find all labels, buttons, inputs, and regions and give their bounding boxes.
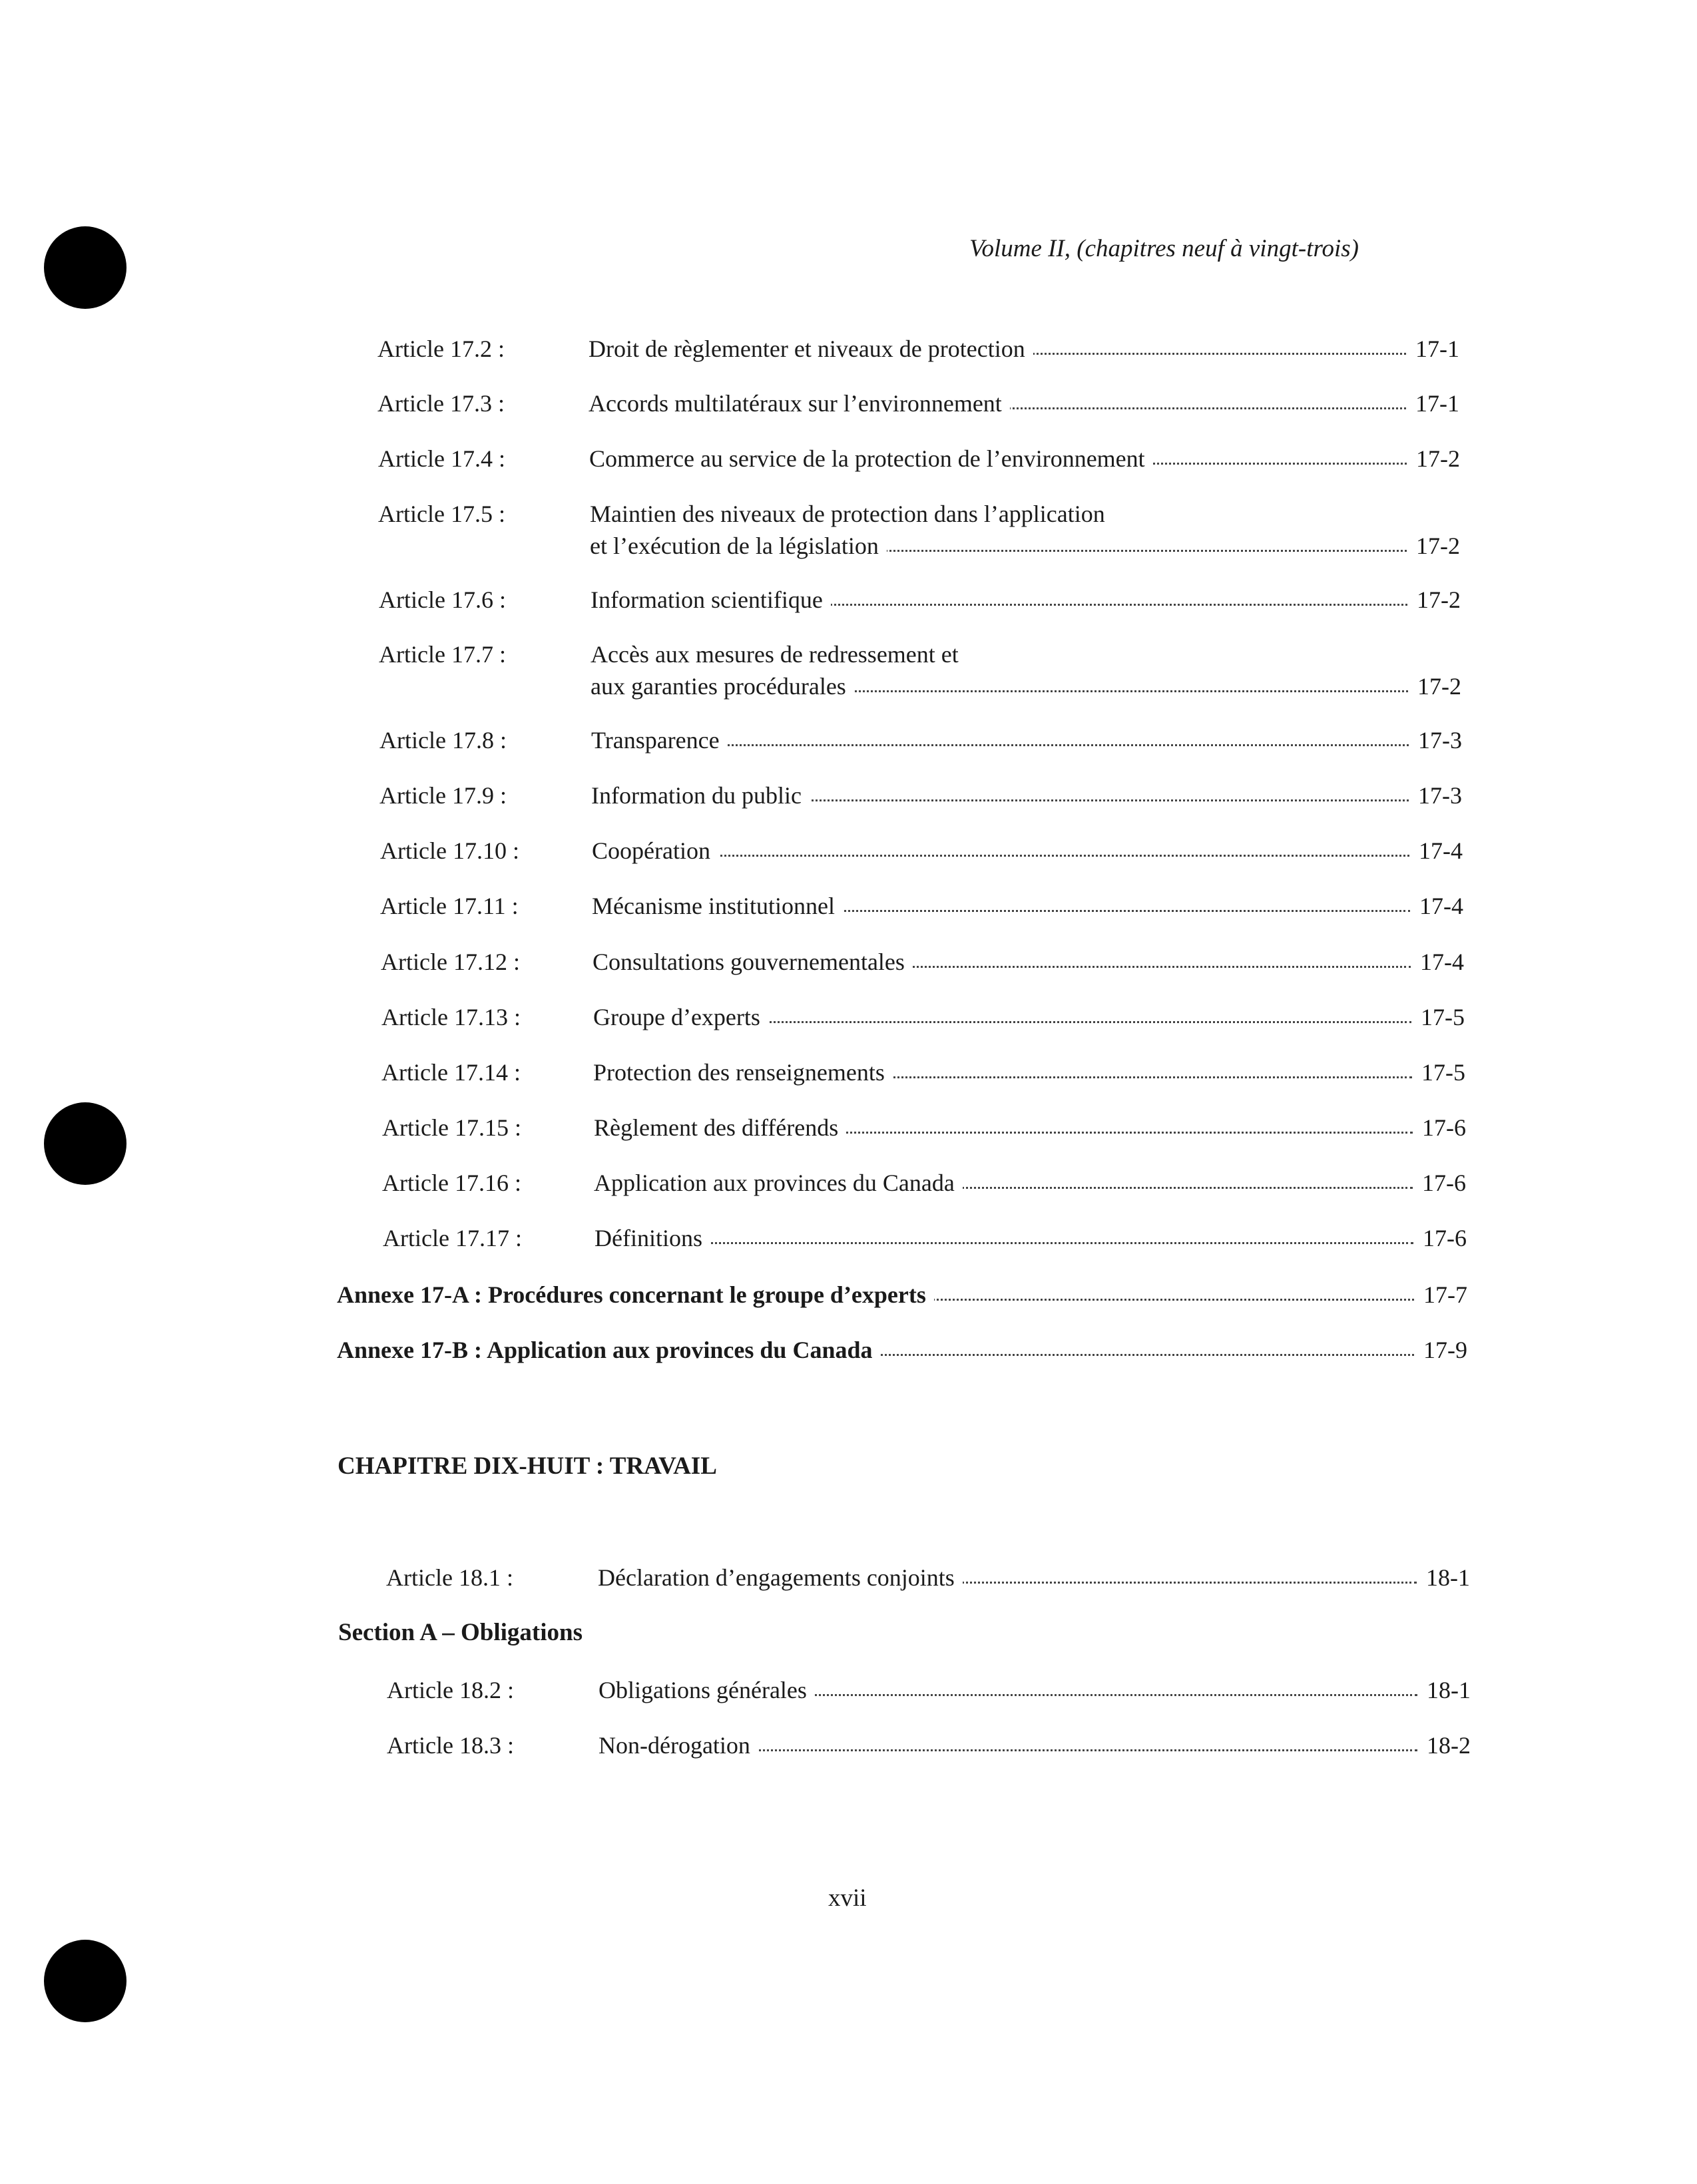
toc-entry-18-1 <box>386 1561 1470 1594</box>
article-title-line-1: Accès aux mesures de redressement et <box>591 641 959 668</box>
page-number: 18-2 <box>1420 1729 1471 1762</box>
toc-entry-17-13 <box>381 1000 1465 1034</box>
binder-hole-bottom <box>44 1940 126 2022</box>
article-number: Article 17.14 : <box>381 1059 521 1086</box>
article-title: Règlement des différends <box>594 1111 846 1144</box>
chapter-heading: CHAPITRE DIX-HUIT : TRAVAIL <box>338 1452 717 1480</box>
article-number: Article 17.8 : <box>379 727 507 754</box>
toc-entry-17-10 <box>380 834 1463 867</box>
page-number: 17-1 <box>1409 387 1459 420</box>
article-title: Protection des renseignements <box>593 1056 893 1089</box>
article-number: Article 18.3 : <box>387 1732 514 1759</box>
toc-entry-17-11 <box>380 889 1463 923</box>
article-title: Déclaration d’engagements conjoints <box>598 1561 963 1594</box>
page-number: 17-6 <box>1416 1221 1467 1255</box>
toc-entry-17-14 <box>381 1056 1465 1089</box>
toc-annex-17-b <box>337 1333 1467 1367</box>
article-title: Transparence <box>591 724 728 757</box>
article-number: Article 18.1 : <box>386 1564 513 1591</box>
article-title: Application aux provinces du Canada <box>594 1166 963 1200</box>
article-title-line-1: Maintien des niveaux de protection dans l’application <box>590 501 1105 527</box>
page-number: 18-1 <box>1419 1561 1470 1594</box>
binder-hole-top <box>44 226 126 309</box>
annex-title: Annexe 17-B : Application aux provinces du Canada <box>337 1333 880 1367</box>
article-title-line-2: et l’exécution de la législation <box>590 529 887 562</box>
page-number: 17-4 <box>1412 834 1463 867</box>
article-title-line-2: aux garanties procédurales <box>591 670 854 703</box>
page-number: 17-2 <box>1409 529 1460 562</box>
article-number: Article 17.6 : <box>379 586 506 613</box>
toc-entry-17-3 <box>377 387 1459 420</box>
article-title: Définitions <box>595 1221 710 1255</box>
toc-entry-18-3 <box>387 1729 1471 1762</box>
page-number: 17-4 <box>1413 945 1464 979</box>
article-title: Information scientifique <box>591 583 831 616</box>
toc-entry-17-7 <box>379 638 1461 704</box>
toc-entry-17-2 <box>377 332 1459 365</box>
toc-entry-17-4 <box>378 442 1460 475</box>
page-number: 17-2 <box>1411 670 1461 703</box>
article-title: Coopération <box>592 834 718 867</box>
article-title: Information du public <box>591 779 810 812</box>
toc-entry-17-6 <box>379 583 1461 616</box>
article-number: Article 17.16 : <box>382 1170 521 1196</box>
page-number: 17-2 <box>1410 583 1461 616</box>
page-number: 17-7 <box>1417 1278 1467 1311</box>
article-number: Article 17.5 : <box>378 501 505 527</box>
dot-leader <box>595 1242 1413 1244</box>
page-number: 17-3 <box>1411 779 1462 812</box>
toc-entry-17-17 <box>383 1221 1467 1255</box>
article-number: Article 17.11 : <box>380 893 519 919</box>
article-title: Groupe d’experts <box>593 1000 768 1034</box>
page-number: 17-4 <box>1413 889 1463 923</box>
article-title: Obligations générales <box>599 1673 815 1707</box>
article-number: Article 17.17 : <box>383 1225 522 1251</box>
article-number: Article 17.9 : <box>379 782 507 809</box>
page-number: 17-5 <box>1414 1000 1465 1034</box>
article-number: Article 17.2 : <box>377 335 505 362</box>
article-number: Article 17.4 : <box>378 445 505 472</box>
page-number: 17-5 <box>1415 1056 1465 1089</box>
toc-entry-17-16 <box>382 1166 1466 1200</box>
article-title: Consultations gouvernementales <box>593 945 913 979</box>
annex-title: Annexe 17-A : Procédures concernant le groupe d’experts <box>337 1278 934 1311</box>
page-number: 17-2 <box>1409 442 1460 475</box>
article-title: Droit de règlementer et niveaux de protection <box>589 332 1033 365</box>
toc-entry-17-5 <box>378 497 1460 564</box>
article-title: Accords multilatéraux sur l’environnement <box>589 387 1010 420</box>
page-folio: xvii <box>828 1884 867 1912</box>
page-number: 17-6 <box>1415 1111 1466 1144</box>
running-head: Volume II, (chapitres neuf à vingt-trois) <box>969 235 1359 262</box>
binder-hole-middle <box>44 1102 126 1185</box>
article-number: Article 17.13 : <box>381 1004 521 1030</box>
toc-entry-17-9 <box>379 779 1462 812</box>
toc-annex-17-a <box>337 1278 1467 1311</box>
page-number: 17-6 <box>1415 1166 1466 1200</box>
toc-entry-17-15 <box>382 1111 1466 1144</box>
page-number: 18-1 <box>1420 1673 1471 1707</box>
page-number: 17-1 <box>1409 332 1459 365</box>
article-number: Article 17.12 : <box>381 949 520 975</box>
article-number: Article 17.10 : <box>380 837 519 864</box>
article-number: Article 17.15 : <box>382 1114 521 1141</box>
article-title: Mécanisme institutionnel <box>592 889 843 923</box>
toc-entry-18-2 <box>387 1673 1471 1707</box>
article-number: Article 17.3 : <box>377 390 505 417</box>
toc-entry-17-12 <box>381 945 1464 979</box>
section-heading: Section A – Obligations <box>338 1619 583 1646</box>
page-number: 17-3 <box>1411 724 1462 757</box>
page-number: 17-9 <box>1417 1333 1467 1367</box>
article-title: Commerce au service de la protection de l’environnement <box>589 442 1153 475</box>
article-title: Non-dérogation <box>599 1729 758 1762</box>
article-number: Article 18.2 : <box>387 1677 514 1703</box>
article-number: Article 17.7 : <box>379 641 506 668</box>
toc-entry-17-8 <box>379 724 1462 757</box>
